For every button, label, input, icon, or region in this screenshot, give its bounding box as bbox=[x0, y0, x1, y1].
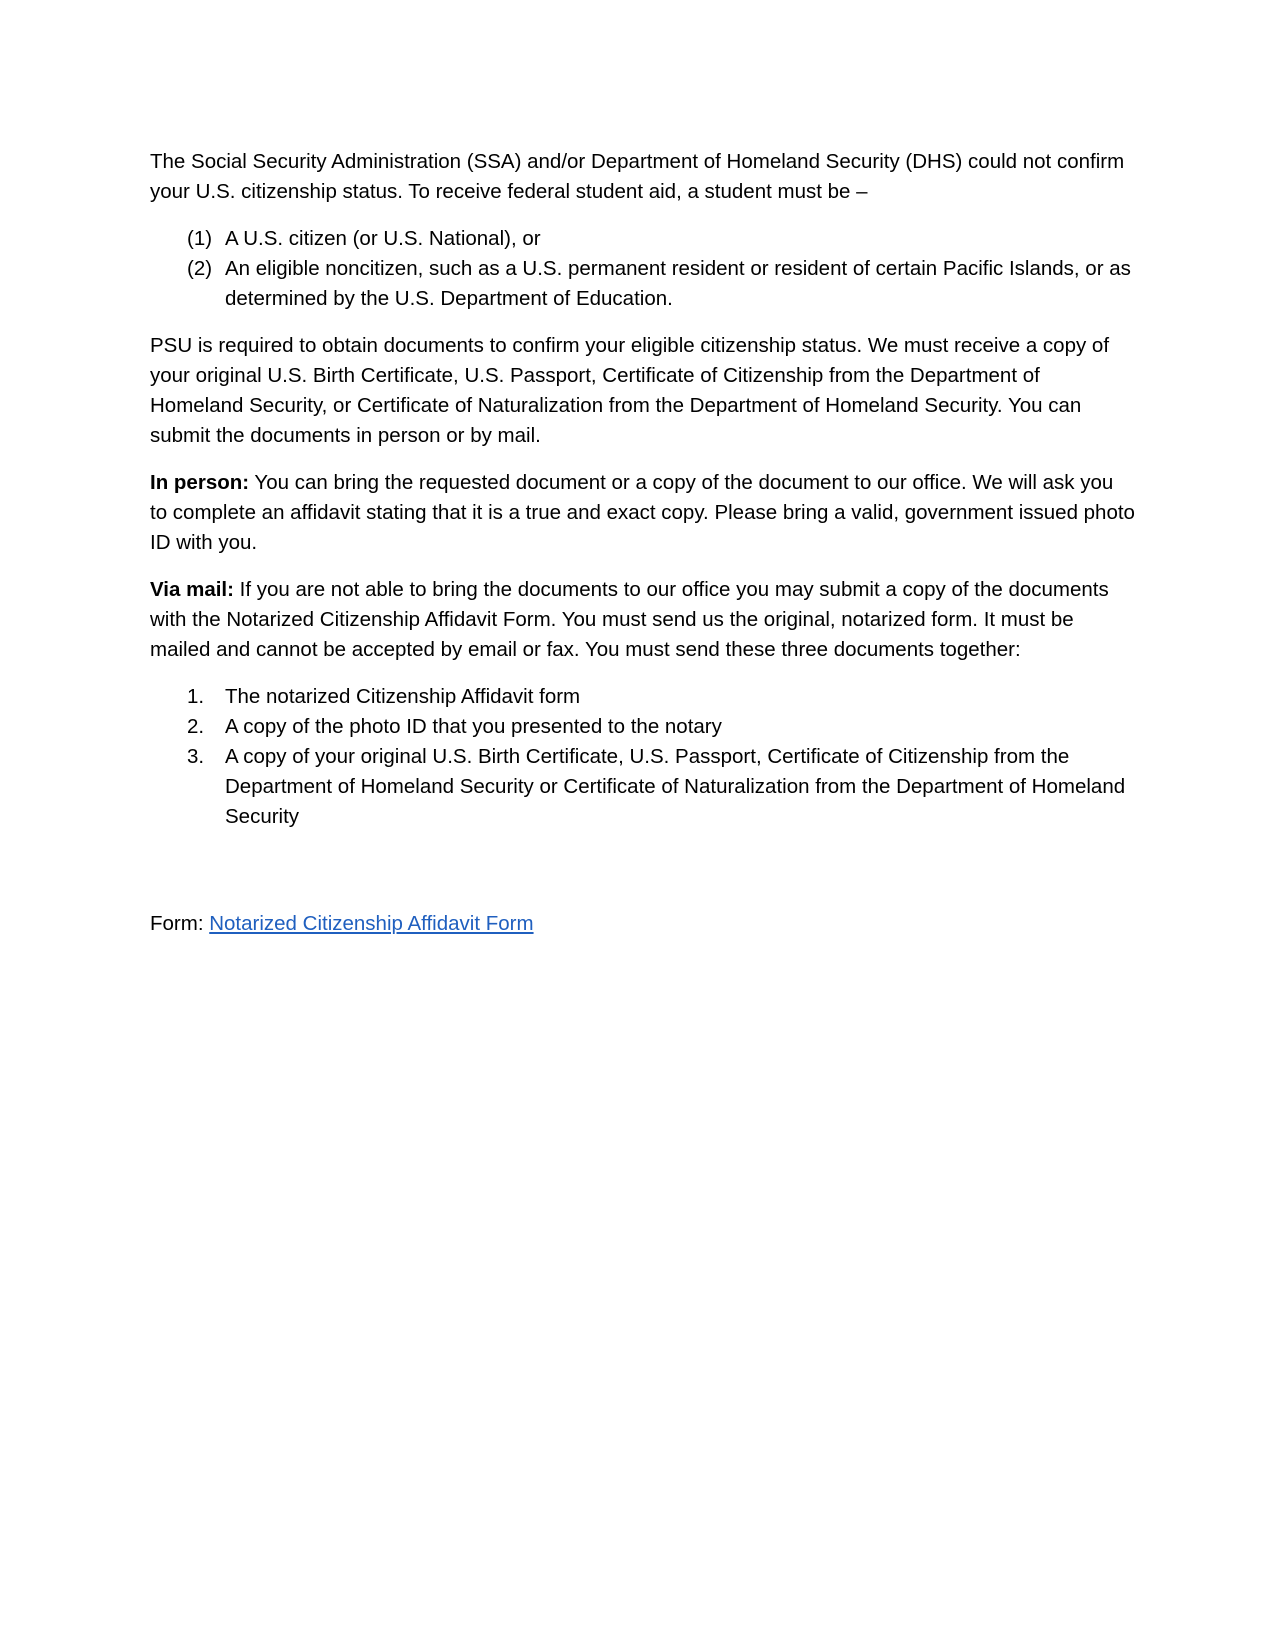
eligibility-list bbox=[150, 224, 1135, 314]
spacer bbox=[150, 849, 1135, 909]
list-item-text: A U.S. citizen (or U.S. National), or bbox=[225, 227, 541, 250]
list-marker: 3. bbox=[187, 745, 205, 768]
list-item-text: An eligible noncitizen, such as a U.S. permanent resident or resident of certain Pacific Islands, or as determined by the U.S. Department of Education. bbox=[225, 257, 1131, 310]
list-marker: 2. bbox=[187, 715, 205, 738]
in-person-text: You can bring the requested document or a copy of the document to our office. We will ask you to complete an affidavit stating that it is a true and exact copy. Please bring a valid, government issued photo ID with you. bbox=[150, 471, 1135, 554]
intro-paragraph: The Social Security Administration (SSA) and/or Department of Homeland Security (DHS) could not confirm your U.S. citizenship status. To receive federal student aid, a student must be – bbox=[150, 150, 1125, 203]
via-mail-text: If you are not able to bring the documents to our office you may submit a copy of the documents with the Notarized Citizenship Affidavit Form. You must send us the original, notarized form. It must be mailed and cannot be accepted by email or fax. You must send these three documents together: bbox=[150, 578, 1109, 661]
list-item bbox=[150, 254, 1135, 314]
list-item-text: A copy of your original U.S. Birth Certificate, U.S. Passport, Certificate of Citizenship from the Department of Homeland Security or Certificate of Naturalization from the Department of Homeland Security bbox=[225, 745, 1126, 828]
in-person-label: In person: bbox=[150, 471, 250, 494]
mail-documents-list bbox=[150, 682, 1135, 832]
list-marker: 1. bbox=[187, 685, 205, 708]
list-marker: (1) bbox=[187, 227, 213, 250]
list-item-text: A copy of the photo ID that you presented to the notary bbox=[225, 715, 722, 738]
via-mail-paragraph bbox=[150, 575, 1135, 665]
in-person-paragraph bbox=[150, 468, 1135, 558]
list-item bbox=[150, 682, 1135, 712]
list-item bbox=[150, 224, 1135, 254]
list-marker: (2) bbox=[187, 257, 213, 280]
via-mail-label: Via mail: bbox=[150, 578, 234, 601]
list-item bbox=[150, 742, 1135, 832]
list-item bbox=[150, 712, 1135, 742]
document-page bbox=[150, 147, 1135, 939]
list-item-text: The notarized Citizenship Affidavit form bbox=[225, 685, 581, 708]
affidavit-form-link[interactable]: Notarized Citizenship Affidavit Form bbox=[209, 912, 534, 935]
form-line bbox=[150, 909, 1135, 939]
form-label: Form: bbox=[150, 912, 210, 935]
requirement-paragraph: PSU is required to obtain documents to confirm your eligible citizenship status. We must receive a copy of your original U.S. Birth Certificate, U.S. Passport, Certificate of Citizenship from the Department of Homeland Security, or Certificate of Naturalization from the Department of Homeland Security. You can submit the documents in person or by mail. bbox=[150, 334, 1110, 447]
